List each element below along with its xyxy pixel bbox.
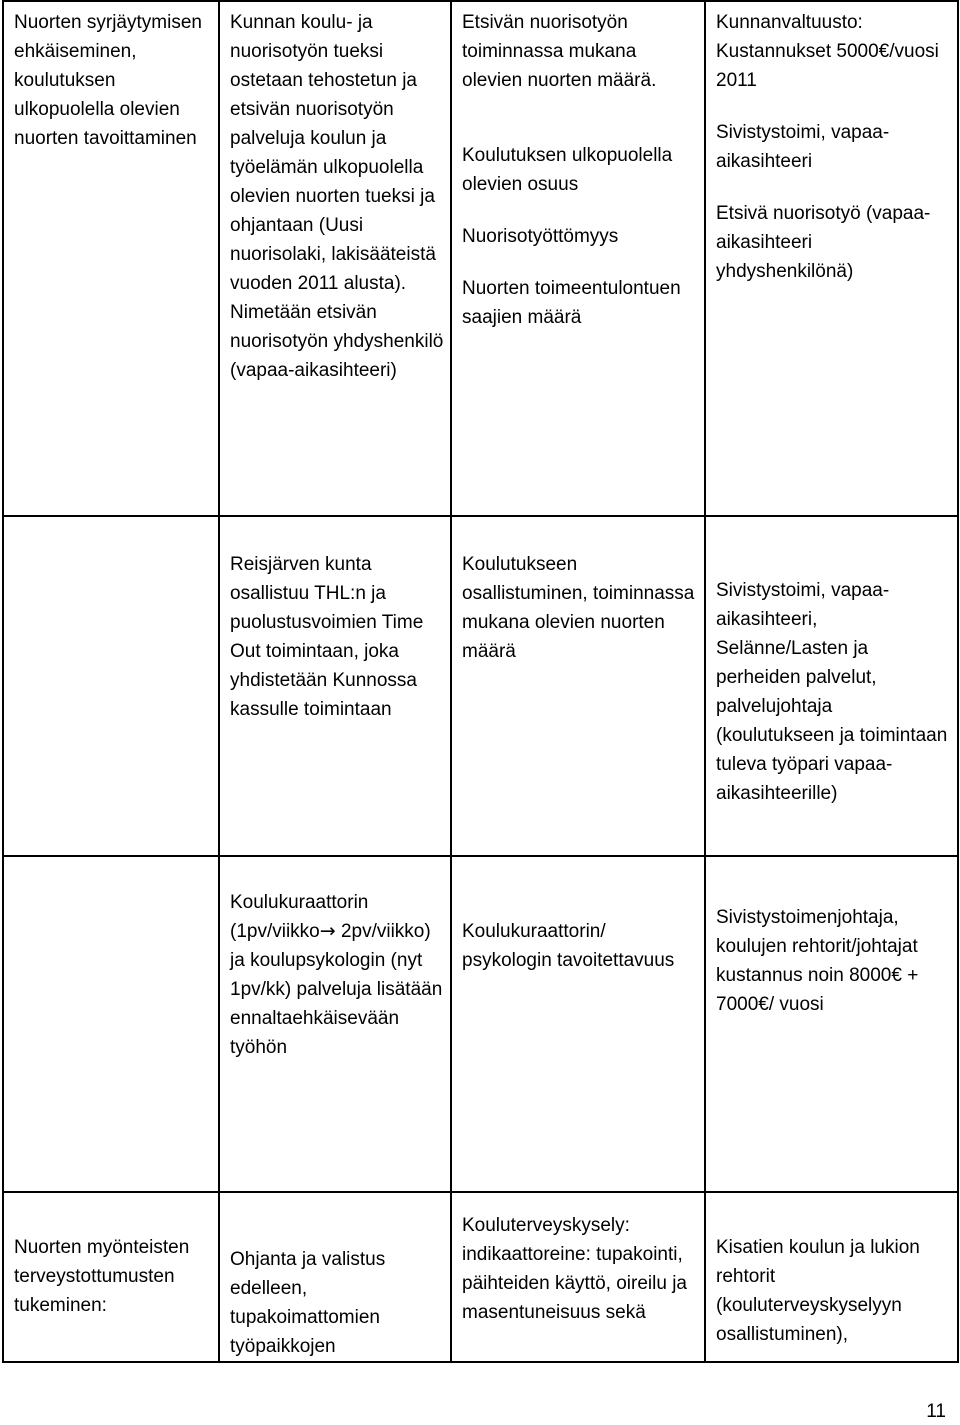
goal-cell xyxy=(3,1192,219,1362)
goal-cell xyxy=(3,1,219,516)
goal-text: Nuorten myönteisten terveystottumusten tukeminen: xyxy=(14,1237,190,1316)
responsibility-text: Kunnanvaltuusto: Kustannukset 5000€/vuosi 2011 xyxy=(716,12,939,91)
plan-table xyxy=(2,0,959,1363)
goal-cell xyxy=(3,516,219,856)
indicator-text: Koulutukseen osallistuminen, toiminnassa mukana olevien nuorten määrä xyxy=(462,554,695,662)
indicator-text: Nuorisotyöttömyys xyxy=(462,226,619,247)
action-cell xyxy=(219,856,451,1192)
indicator-cell xyxy=(451,856,705,1192)
responsibility-text: Sivistystoimenjohtaja, koulujen rehtorit/johtajat kustannus noin 8000€ + 7000€/ vuosi xyxy=(716,907,919,1015)
table-row xyxy=(3,1192,958,1362)
table-row xyxy=(3,856,958,1192)
indicator-text: Koulutuksen ulkopuolella olevien osuus xyxy=(462,145,673,195)
action-text-part: 2pv/viikko) ja koulupsykologin (nyt 1pv/kk) palveluja lisätään ennaltaehkäisevään työhön xyxy=(230,921,443,1058)
action-text-part: Koulukuraattorin (1pv/viikko xyxy=(230,892,369,942)
responsibility-text: Sivistystoimi, vapaa-aikasihteeri xyxy=(716,122,890,172)
indicator-text: Etsivän nuorisotyön toiminnassa mukana olevien nuorten määrä. xyxy=(462,12,657,91)
action-text: Kunnan koulu- ja nuorisotyön tueksi ostetaan tehostetun ja etsivän nuorisotyön palveluja koulun ja työelämän ulkopuolella olevien nuorten tueksi ja ohjantaan (Uusi nuorisolaki, lakisääteistä vuoden 2011 alusta). Nimetään etsivän nuorisotyön yhdyshenkilö (vapaa-aikasihteeri) xyxy=(230,12,444,381)
action-text xyxy=(230,888,444,1062)
table-row xyxy=(3,516,958,856)
goal-cell xyxy=(3,856,219,1192)
goal-text: Nuorten syrjäytymisen ehkäiseminen, koulutuksen ulkopuolella olevien nuorten tavoittaminen xyxy=(14,12,202,149)
indicator-text: Koulukuraattorin/ psykologin tavoitettavuus xyxy=(462,921,675,971)
indicator-text: Kouluterveyskysely: indikaattoreine: tupakointi, päihteiden käyttö, oireilu ja masentuneisuus sekä xyxy=(462,1215,687,1323)
responsibility-text: Sivistystoimi, vapaa-aikasihteeri, Selänne/Lasten ja perheiden palvelut, palvelujohtaja (koulutukseen ja toimintaan tuleva työpari vapaa-aikasihteerille) xyxy=(716,580,948,804)
responsibility-cell xyxy=(705,1,958,516)
action-text: Reisjärven kunta osallistuu THL:n ja puolustusvoimien Time Out toimintaan, joka yhdistetään Kunnossa kassulle toimintaan xyxy=(230,554,424,720)
responsibility-text: Kisatien koulun ja lukion rehtorit (kouluterveyskyselyyn osallistuminen), xyxy=(716,1237,920,1345)
arrow-right-icon: → xyxy=(319,920,336,942)
action-cell xyxy=(219,1192,451,1362)
responsibility-cell xyxy=(705,1192,958,1362)
action-cell xyxy=(219,1,451,516)
indicator-cell xyxy=(451,1192,705,1362)
indicator-text: Nuorten toimeentulontuen saajien määrä xyxy=(462,278,681,328)
responsibility-text: Etsivä nuorisotyö (vapaa-aikasihteeri yhdyshenkilönä) xyxy=(716,203,931,282)
action-text: Ohjanta ja valistus edelleen, tupakoimattomien työpaikkojen xyxy=(230,1249,386,1357)
indicator-cell xyxy=(451,516,705,856)
action-cell xyxy=(219,516,451,856)
responsibility-cell xyxy=(705,856,958,1192)
table-row xyxy=(3,1,958,516)
indicator-cell xyxy=(451,1,705,516)
responsibility-cell xyxy=(705,516,958,856)
page-number: 11 xyxy=(926,1401,946,1422)
